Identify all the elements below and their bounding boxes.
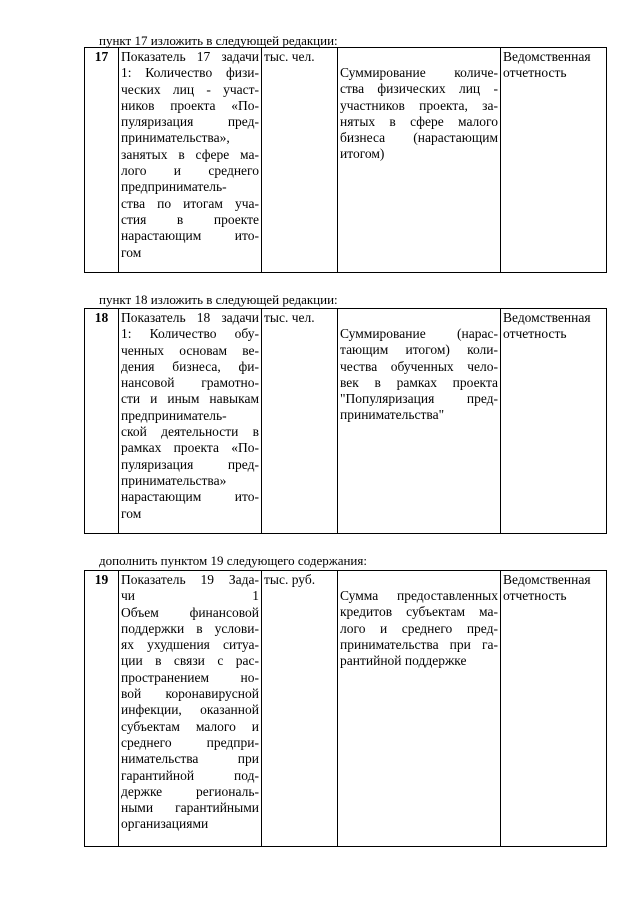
unit-cell: тыс. чел. [262,309,338,534]
cell-line: ства по итогам уча- [121,195,259,211]
cell-line: субъектам малого и [121,718,259,734]
source-cell [501,571,607,847]
cell-line: ской деятельности в [121,424,259,440]
cell-line: нимательства при [121,751,259,767]
method-cell [338,309,501,534]
item-number: 18 [85,309,119,534]
cell-line: Сумма предоставленных [340,588,498,603]
cell-line: Показатель 19 Зада- [121,572,259,587]
cell-line: итогом) [340,146,385,162]
cell-line: нарастающим ито- [121,228,259,244]
cell-line: нарастающим ито- [121,489,259,505]
table-row [85,48,607,273]
cell-line: век в рамках проекта [340,374,498,390]
cell-line: инфекции, оказанной [121,702,259,718]
unit-cell: тыс. руб. [262,571,338,847]
table-item-18 [84,308,607,534]
cell-line: рамках проекта «По- [121,440,259,456]
table-row [85,309,607,534]
item-number: 19 [85,571,119,847]
cell-line: отчетность [503,326,567,342]
cell-line: ях ухудшения ситуа- [121,637,259,653]
table-row [85,571,607,847]
cell-line: Суммирование (нарас- [340,326,498,341]
cell-line: поддержки в услови- [121,620,259,636]
cell-line: вой коронавирусной [121,686,259,702]
cell-line: ников проекта «По- [121,97,259,113]
cell-line: Показатель 18 задачи [121,310,259,325]
cell-line: Ведомственная [503,572,591,587]
table-item-19 [84,570,607,847]
cell-line: участников проекта, за- [340,97,498,113]
cell-line: предприниматель- [121,407,227,423]
cell-line: "Популяризация пред- [340,391,498,407]
cell-line: принимательства», [121,130,230,146]
cell-line: занятых в сфере ма- [121,146,259,162]
cell-line: ства физических лиц - [340,81,498,97]
cell-line: 1: Количество физи- [121,65,259,81]
cell-line: Суммирование количе- [340,65,498,80]
cell-line: ными гарантийными [121,800,259,816]
intro-text-18: пункт 18 изложить в следующей редакции: [99,292,338,307]
cell-line: рантийной поддержке [340,653,467,669]
cell-line: тающим итогом) коли- [340,342,498,358]
cell-line: ченных основам ве- [121,342,259,358]
cell-line: стия в проекте [121,211,259,227]
cell-line: дения бизнеса, фи- [121,358,259,374]
cell-line: предприниматель- [121,179,227,195]
cell-line: сти и иным навыкам [121,391,259,407]
cell-line: отчетность [503,65,567,81]
cell-line: гом [121,244,142,260]
cell-line: чи 1 [121,588,259,604]
cell-line: пуляризация пред- [121,114,259,130]
cell-line: чества обученных чело- [340,358,498,374]
cell-line: Ведомственная [503,310,591,325]
cell-line: лого и среднего пред- [340,620,498,636]
cell-line: нансовой грамотно- [121,375,259,391]
cell-line: нятых в сфере малого [340,113,498,129]
indicator-cell [119,309,262,534]
cell-line: ческих лиц - участ- [121,81,259,97]
cell-line: отчетность [503,588,567,604]
cell-line: лого и среднего [121,163,259,179]
cell-line: держке региональ- [121,783,259,799]
item-number: 17 [85,48,119,273]
indicator-cell [119,571,262,847]
source-cell [501,48,607,273]
cell-line: Показатель 17 задачи [121,49,259,64]
cell-line: ции в связи с рас- [121,653,259,669]
cell-line: среднего предпри- [121,734,259,750]
intro-text-19: дополнить пунктом 19 следующего содержания: [99,553,367,568]
cell-line: 1: Количество обу- [121,326,259,342]
cell-line: пуляризация пред- [121,456,259,472]
intro-text-17: пункт 17 изложить в следующей редакции: [99,33,338,48]
indicator-cell [119,48,262,273]
cell-line: Ведомственная [503,49,591,64]
cell-line: гарантийной под- [121,767,259,783]
cell-line: пространением но- [121,669,259,685]
method-cell [338,48,501,273]
cell-line: принимательства при га- [340,636,498,652]
cell-line: принимательства» [121,472,227,488]
cell-line: принимательства" [340,407,445,423]
cell-line: гом [121,505,142,521]
cell-line: кредитов субъектам ма- [340,604,498,620]
table-item-17 [84,47,607,273]
cell-line: организациями [121,816,209,832]
cell-line: бизнеса (нарастающим [340,130,498,146]
unit-cell: тыс. чел. [262,48,338,273]
cell-line: Объем финансовой [121,604,259,620]
method-cell [338,571,501,847]
source-cell [501,309,607,534]
